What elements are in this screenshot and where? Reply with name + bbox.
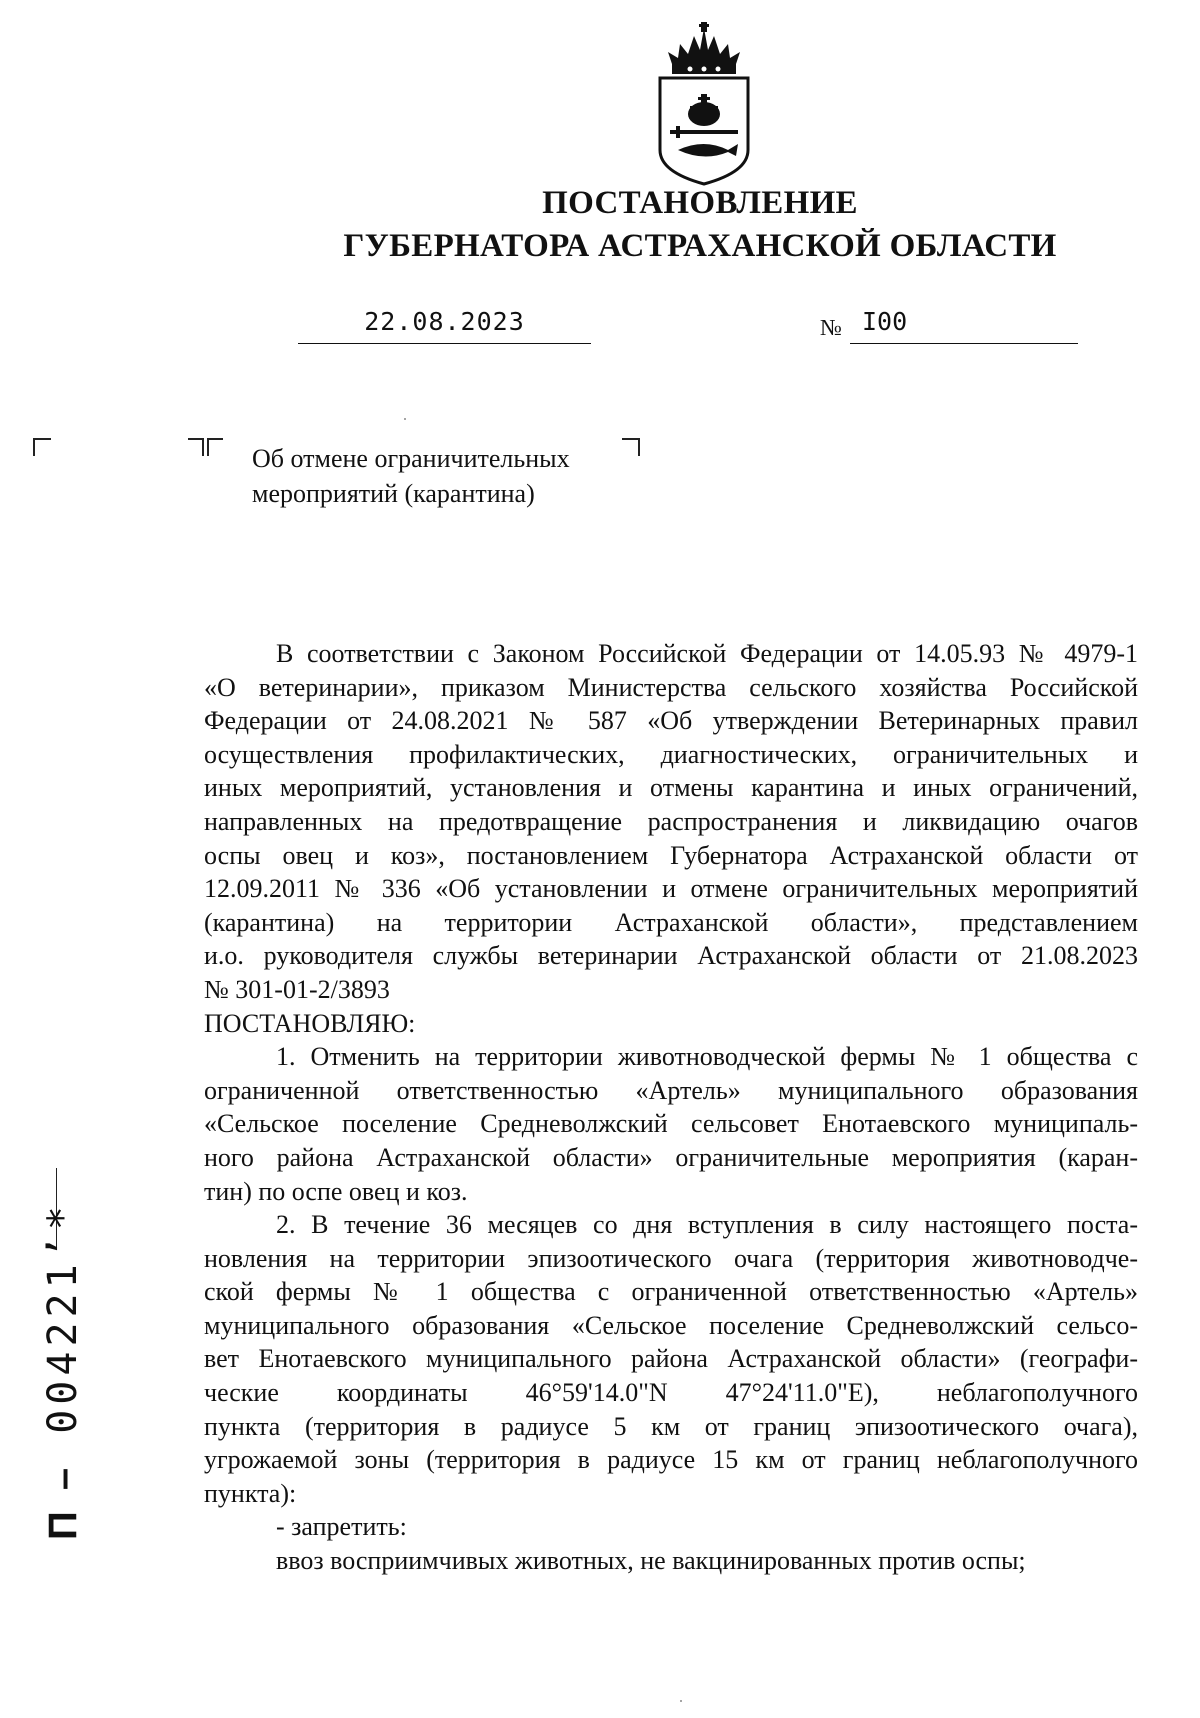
item-2-line: ской фермы № 1 общества с ограниченной ответственностью «Артель» — [204, 1277, 1138, 1307]
item-2-line: 2. В течение 36 месяцев со дня вступления в силу настоящего поста- — [276, 1210, 1138, 1240]
document-title-line-1: ПОСТАНОВЛЕНИЕ — [542, 185, 858, 221]
item-2-line: муниципального образования «Сельское поселение Средневолжский сельсо- — [204, 1310, 1138, 1340]
prohibit-item: ввоз восприимчивых животных, не вакцинированных против оспы; — [276, 1546, 1026, 1576]
item-1-line: ного района Астраханской области» ограничительные мероприятия (каран- — [204, 1142, 1138, 1172]
item-1-line: «Сельское поселение Средневолжский сельсовет Енотаевского муниципаль- — [204, 1109, 1138, 1139]
item-1-line: тин) по оспе овец и коз. — [204, 1176, 468, 1206]
document-title-line-2: ГУБЕРНАТОРА АСТРАХАНСКОЙ ОБЛАСТИ — [343, 228, 1057, 264]
scan-speck — [404, 418, 406, 420]
date-underline — [298, 343, 591, 344]
corner-mark-top-left — [33, 438, 51, 456]
corner-mark-subject-right — [622, 438, 640, 456]
number-underline — [850, 343, 1078, 344]
body-line: иных мероприятий, установления и отмены карантина и иных ограничений, — [204, 773, 1138, 803]
item-2-line: пункта (территория в радиусе 5 км от границ эпизоотического очага), — [204, 1411, 1138, 1441]
body-line: (карантина) на территории Астраханской области», представлением — [204, 907, 1138, 937]
document-subject — [252, 441, 570, 511]
corner-mark-subject-left-b — [207, 438, 223, 456]
prohibit-heading: - запретить: — [276, 1512, 407, 1542]
body-line: и.о. руководителя службы ветеринарии Астраханской области от 21.08.2023 — [204, 941, 1138, 971]
registration-stamp — [40, 1201, 86, 1540]
item-1-line: 1. Отменить на территории животноводческой фермы № 1 общества с — [276, 1042, 1138, 1072]
document-date: 22.08.2023 — [364, 307, 525, 336]
subject-line: мероприятий (карантина) — [252, 479, 535, 508]
body-line: осуществления профилактических, диагностических, ограничительных и — [204, 739, 1138, 769]
coat-of-arms-emblem — [650, 22, 758, 186]
item-2-line: пункта): — [204, 1478, 297, 1508]
body-line: направленных на предотвращение распространения и ликвидацию очагов — [204, 806, 1138, 836]
subject-line: Об отмене ограничительных — [252, 444, 570, 473]
body-line: В соответствии с Законом Российской Федерации от 14.05.93 № 4979-1 — [276, 639, 1138, 668]
number-sign: № — [820, 315, 842, 340]
item-2-line: новления на территории эпизоотического очага (территория животноводче- — [204, 1243, 1138, 1273]
scan-speck — [680, 1700, 682, 1702]
item-2-line: ческие координаты 46°59'14.0"N 47°24'11.0"E), неблагополучного — [204, 1378, 1138, 1408]
registration-stamp-code: 004221’* — [40, 1201, 86, 1434]
item-1-line: ограниченной ответственностью «Артель» муниципального образования — [204, 1075, 1138, 1105]
decree-word: ПОСТАНОВЛЯЮ: — [204, 1008, 416, 1038]
item-2-line: угрожаемой зоны (территория в радиусе 15 км от границ неблагополучного — [204, 1445, 1138, 1475]
body-line: оспы овец и коз», постановлением Губернатора Астраханской области от — [204, 840, 1138, 870]
document-number: I00 — [862, 307, 908, 336]
corner-mark-subject-left-a — [188, 438, 204, 456]
body-line: «О ветеринарии», приказом Министерства сельского хозяйства Российской — [204, 672, 1138, 702]
registration-stamp-prefix: П – — [41, 1462, 85, 1540]
body-line: 12.09.2011 № 336 «Об установлении и отмене ограничительных мероприятий — [204, 874, 1138, 904]
body-line: Федерации от 24.08.2021 № 587 «Об утверждении Ветеринарных правил — [204, 706, 1138, 736]
body-line: № 301-01-2/3893 — [204, 974, 390, 1004]
item-2-line: вет Енотаевского муниципального района Астраханской области» (географи- — [204, 1344, 1138, 1374]
document-body — [204, 637, 1138, 1578]
